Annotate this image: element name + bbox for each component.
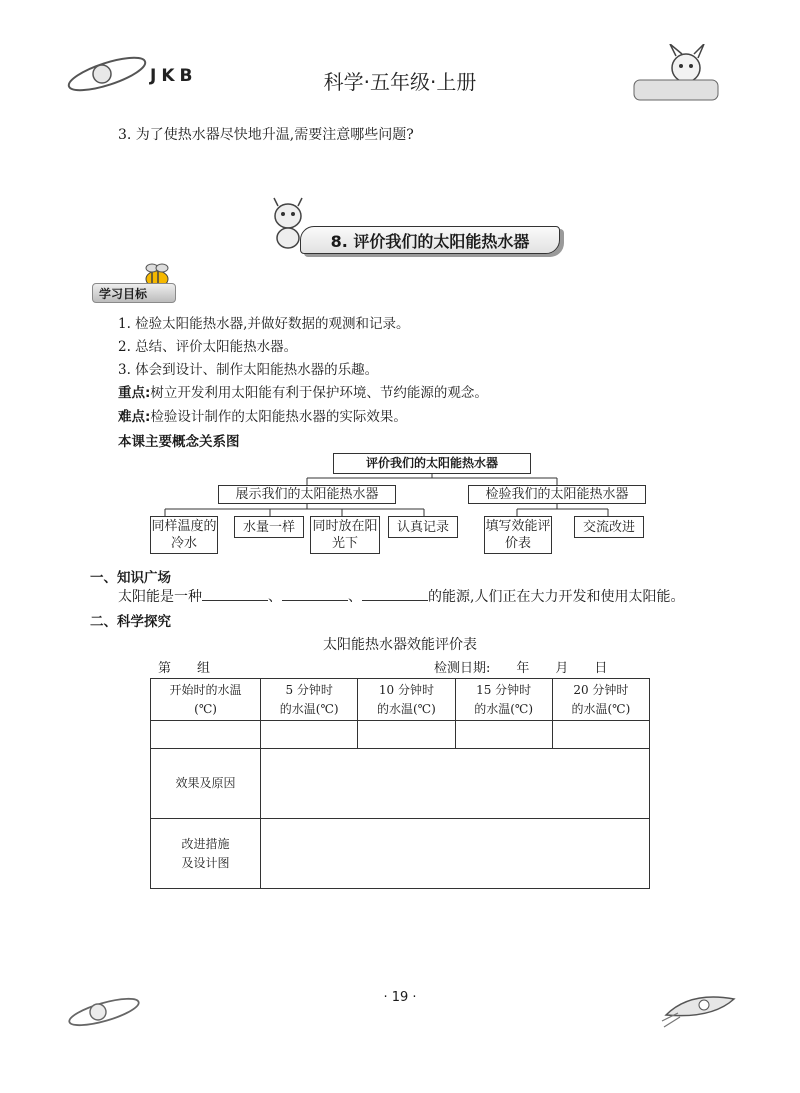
concept-branch-test: 检验我们的太阳能热水器 bbox=[468, 485, 646, 504]
effect-label: 效果及原因 bbox=[151, 749, 261, 819]
section-heading-explore: 二、科学探究 bbox=[90, 614, 171, 630]
concept-map-title: 本课主要概念关系图 bbox=[118, 434, 240, 450]
temperature-row bbox=[151, 721, 650, 749]
header-cell bbox=[552, 679, 649, 721]
answer-blank[interactable] bbox=[282, 586, 348, 601]
section-heading-knowledge: 一、知识广场 bbox=[90, 570, 171, 586]
concept-branch-show: 展示我们的太阳能热水器 bbox=[218, 485, 396, 504]
series-logo: JKB bbox=[150, 66, 198, 86]
question-3: 3. 为了使热水器尽快地升温,需要注意哪些问题? bbox=[118, 127, 414, 143]
header-line: 15 分钟时 bbox=[476, 682, 532, 697]
temperature-cell[interactable] bbox=[358, 721, 455, 749]
running-header-title: 科学·五年级·上册 bbox=[323, 70, 477, 94]
header-line: (℃) bbox=[194, 701, 217, 716]
fill-in-sentence bbox=[118, 586, 684, 606]
header-line: 20 分钟时 bbox=[573, 682, 629, 697]
test-date-label: 检测日期: 年 月 日 bbox=[434, 661, 608, 676]
difficulty-text: 检验设计制作的太阳能热水器的实际效果。 bbox=[150, 409, 407, 425]
concept-leaf: 交流改进 bbox=[574, 516, 644, 538]
header-line: 的水温(℃) bbox=[571, 701, 631, 716]
answer-blank[interactable] bbox=[202, 586, 268, 601]
concept-leaf: 同时放在阳光下 bbox=[310, 516, 380, 554]
key-point-label: 重点: bbox=[118, 385, 151, 401]
concept-leaf: 同样温度的冷水 bbox=[150, 516, 218, 554]
learning-goals-badge: 学习目标 bbox=[92, 283, 176, 303]
improve-label-line: 改进措施 bbox=[181, 836, 230, 851]
sentence-start: 太阳能是一种 bbox=[118, 589, 202, 605]
answer-blank[interactable] bbox=[362, 586, 428, 601]
key-point-text: 树立开发利用太阳能有利于保护环境、节约能源的观念。 bbox=[150, 385, 488, 401]
concept-root: 评价我们的太阳能热水器 bbox=[333, 453, 531, 474]
concept-leaf: 填写效能评价表 bbox=[484, 516, 552, 554]
table-header-row bbox=[151, 679, 650, 721]
separator: 、 bbox=[268, 589, 282, 605]
efficiency-evaluation-table bbox=[150, 678, 650, 889]
sentence-end: 的能源,人们正在大力开发和使用太阳能。 bbox=[428, 589, 685, 605]
goal-item: 1. 检验太阳能热水器,并做好数据的观测和记录。 bbox=[118, 316, 410, 332]
header-cell bbox=[455, 679, 552, 721]
temperature-cell[interactable] bbox=[455, 721, 552, 749]
header-line: 的水温(℃) bbox=[474, 701, 534, 716]
header-line: 10 分钟时 bbox=[378, 682, 434, 697]
page-number: · 19 · bbox=[383, 990, 417, 1005]
header-cell bbox=[261, 679, 358, 721]
separator: 、 bbox=[348, 589, 362, 605]
group-label: 第 组 bbox=[158, 661, 211, 676]
improve-answer-cell[interactable] bbox=[261, 819, 650, 889]
effect-row bbox=[151, 749, 650, 819]
header-line: 的水温(℃) bbox=[279, 701, 339, 716]
temperature-cell[interactable] bbox=[552, 721, 649, 749]
improve-label bbox=[151, 819, 261, 889]
goal-item: 3. 体会到设计、制作太阳能热水器的乐趣。 bbox=[118, 362, 379, 378]
header-line: 5 分钟时 bbox=[285, 682, 333, 697]
goal-item: 2. 总结、评价太阳能热水器。 bbox=[118, 339, 298, 355]
effect-answer-cell[interactable] bbox=[261, 749, 650, 819]
table-title: 太阳能热水器效能评价表 bbox=[323, 637, 477, 653]
header-cell bbox=[358, 679, 455, 721]
improve-row bbox=[151, 819, 650, 889]
concept-leaf: 认真记录 bbox=[388, 516, 458, 538]
header-line: 的水温(℃) bbox=[377, 701, 436, 716]
header-cell bbox=[151, 679, 261, 721]
improve-label-line: 及设计图 bbox=[181, 855, 230, 870]
lesson-title-banner: 8. 评价我们的太阳能热水器 bbox=[300, 226, 560, 254]
spaceship-icon bbox=[660, 985, 740, 1031]
temperature-cell[interactable] bbox=[261, 721, 358, 749]
concept-leaf: 水量一样 bbox=[234, 516, 304, 538]
header-line: 开始时的水温 bbox=[169, 682, 242, 697]
temperature-cell[interactable] bbox=[151, 721, 261, 749]
difficulty-label: 难点: bbox=[118, 409, 151, 425]
